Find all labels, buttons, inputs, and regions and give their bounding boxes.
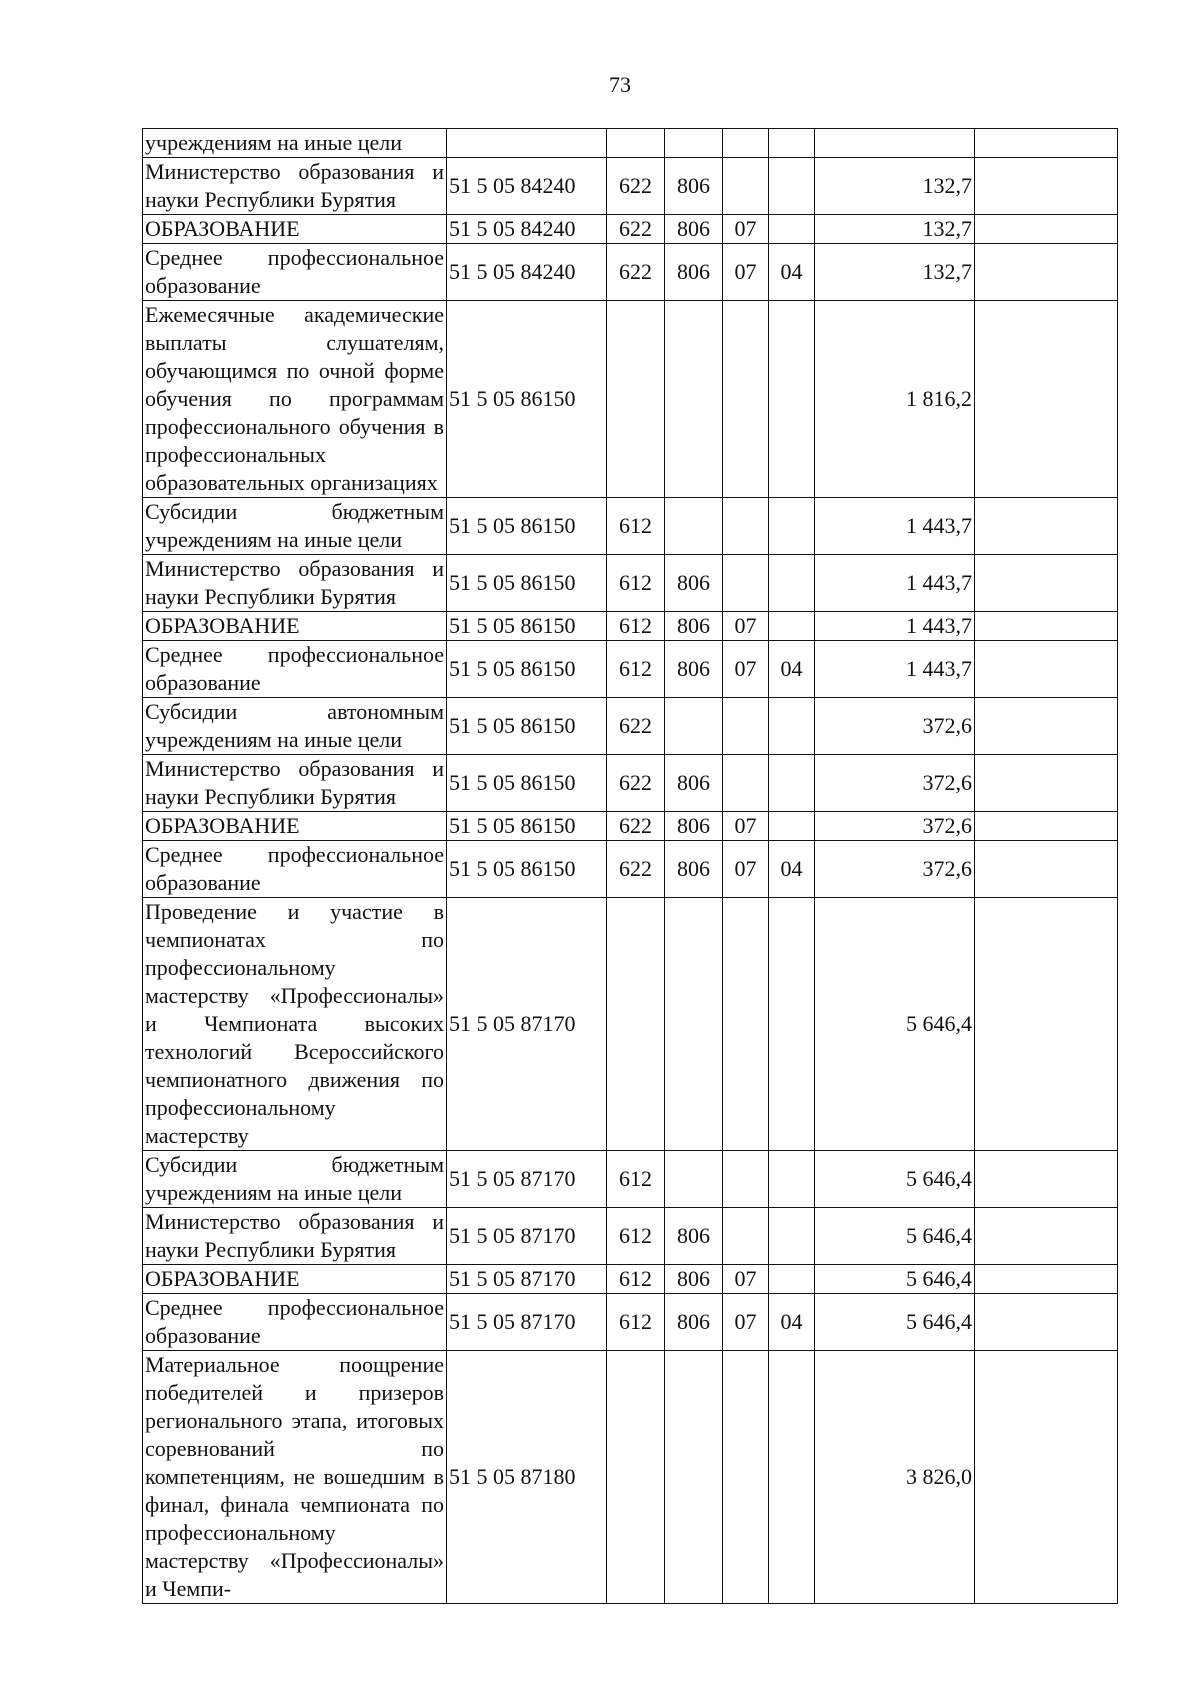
cell-code: 51 5 05 86150 — [447, 301, 607, 498]
cell-pr — [769, 215, 815, 244]
cell-extra — [975, 812, 1118, 841]
cell-amount — [815, 129, 975, 158]
table-row — [143, 498, 1118, 555]
cell-pr — [769, 301, 815, 498]
cell-name: Среднее профессиональное образование — [143, 1294, 447, 1351]
cell-pr — [769, 698, 815, 755]
cell-gr: 806 — [665, 641, 723, 698]
table-row — [143, 215, 1118, 244]
cell-pr — [769, 555, 815, 612]
table-row — [143, 841, 1118, 898]
cell-amount: 132,7 — [815, 244, 975, 301]
cell-vr: 622 — [607, 215, 665, 244]
cell-extra — [975, 841, 1118, 898]
cell-amount: 132,7 — [815, 158, 975, 215]
cell-gr: 806 — [665, 555, 723, 612]
cell-gr — [665, 129, 723, 158]
cell-extra — [975, 244, 1118, 301]
cell-pr — [769, 898, 815, 1151]
cell-vr: 622 — [607, 244, 665, 301]
cell-vr: 622 — [607, 755, 665, 812]
table-row — [143, 1208, 1118, 1265]
cell-vr: 612 — [607, 1151, 665, 1208]
cell-vr — [607, 1351, 665, 1604]
cell-amount: 372,6 — [815, 812, 975, 841]
cell-extra — [975, 498, 1118, 555]
cell-rz: 07 — [723, 244, 769, 301]
cell-gr: 806 — [665, 1208, 723, 1265]
cell-name: учреждениям на иные цели — [143, 129, 447, 158]
cell-pr — [769, 129, 815, 158]
cell-amount: 372,6 — [815, 698, 975, 755]
cell-amount: 1 443,7 — [815, 498, 975, 555]
cell-extra — [975, 612, 1118, 641]
table-row — [143, 612, 1118, 641]
cell-amount: 372,6 — [815, 755, 975, 812]
table-row — [143, 641, 1118, 698]
cell-vr: 622 — [607, 812, 665, 841]
cell-rz — [723, 129, 769, 158]
cell-name: Министерство образования и науки Республики Бурятия — [143, 755, 447, 812]
cell-code: 51 5 05 87170 — [447, 1294, 607, 1351]
cell-extra — [975, 1351, 1118, 1604]
cell-name: ОБРАЗОВАНИЕ — [143, 1265, 447, 1294]
cell-amount: 5 646,4 — [815, 1151, 975, 1208]
cell-pr: 04 — [769, 1294, 815, 1351]
cell-pr — [769, 498, 815, 555]
cell-vr: 612 — [607, 498, 665, 555]
cell-pr — [769, 1265, 815, 1294]
cell-code: 51 5 05 86150 — [447, 755, 607, 812]
cell-gr: 806 — [665, 812, 723, 841]
cell-extra — [975, 129, 1118, 158]
cell-rz — [723, 1351, 769, 1604]
cell-rz — [723, 301, 769, 498]
cell-name: Ежемесячные академические выплаты слушателям, обучающимся по очной форме обучения по программам профессионального обучения в профессиональных образовательных организациях — [143, 301, 447, 498]
cell-extra — [975, 698, 1118, 755]
cell-rz — [723, 1151, 769, 1208]
cell-code: 51 5 05 86150 — [447, 812, 607, 841]
cell-name: Субсидии автономным учреждениям на иные цели — [143, 698, 447, 755]
cell-rz — [723, 898, 769, 1151]
table-body — [143, 129, 1118, 1604]
cell-code: 51 5 05 84240 — [447, 244, 607, 301]
cell-pr: 04 — [769, 841, 815, 898]
cell-gr — [665, 698, 723, 755]
cell-amount: 5 646,4 — [815, 1294, 975, 1351]
cell-rz — [723, 1208, 769, 1265]
cell-amount: 5 646,4 — [815, 1265, 975, 1294]
cell-vr: 622 — [607, 158, 665, 215]
table-row — [143, 301, 1118, 498]
cell-code — [447, 129, 607, 158]
cell-extra — [975, 1208, 1118, 1265]
cell-pr — [769, 1151, 815, 1208]
cell-vr — [607, 301, 665, 498]
cell-vr: 612 — [607, 1294, 665, 1351]
cell-gr: 806 — [665, 612, 723, 641]
cell-extra — [975, 641, 1118, 698]
cell-gr: 806 — [665, 1294, 723, 1351]
cell-name: ОБРАЗОВАНИЕ — [143, 215, 447, 244]
cell-rz: 07 — [723, 641, 769, 698]
cell-pr — [769, 612, 815, 641]
cell-name: ОБРАЗОВАНИЕ — [143, 612, 447, 641]
cell-vr — [607, 129, 665, 158]
table-row — [143, 1351, 1118, 1604]
cell-gr: 806 — [665, 158, 723, 215]
cell-extra — [975, 898, 1118, 1151]
cell-extra — [975, 1151, 1118, 1208]
table-row — [143, 898, 1118, 1151]
cell-code: 51 5 05 87170 — [447, 898, 607, 1151]
table-row — [143, 555, 1118, 612]
cell-code: 51 5 05 87170 — [447, 1151, 607, 1208]
cell-vr: 612 — [607, 612, 665, 641]
cell-gr: 806 — [665, 841, 723, 898]
cell-amount: 5 646,4 — [815, 1208, 975, 1265]
cell-extra — [975, 215, 1118, 244]
cell-vr: 612 — [607, 1208, 665, 1265]
table-row — [143, 812, 1118, 841]
cell-code: 51 5 05 86150 — [447, 498, 607, 555]
cell-name: ОБРАЗОВАНИЕ — [143, 812, 447, 841]
cell-code: 51 5 05 86150 — [447, 698, 607, 755]
cell-rz: 07 — [723, 1265, 769, 1294]
cell-name: Материальное поощрение победителей и призеров регионального этапа, итоговых соревнований по компетенциям, не вошедшим в финал, финала чемпионата по профессиональному мастерству «Профессионалы» и Чемпи- — [143, 1351, 447, 1604]
cell-code: 51 5 05 87170 — [447, 1208, 607, 1265]
cell-rz: 07 — [723, 812, 769, 841]
table-row — [143, 698, 1118, 755]
cell-amount: 1 443,7 — [815, 555, 975, 612]
cell-code: 51 5 05 87170 — [447, 1265, 607, 1294]
cell-gr: 806 — [665, 755, 723, 812]
cell-extra — [975, 755, 1118, 812]
table-row — [143, 158, 1118, 215]
table-row — [143, 129, 1118, 158]
cell-gr — [665, 898, 723, 1151]
cell-rz: 07 — [723, 612, 769, 641]
cell-vr: 622 — [607, 841, 665, 898]
cell-pr: 04 — [769, 244, 815, 301]
cell-name: Министерство образования и науки Республики Бурятия — [143, 158, 447, 215]
cell-rz — [723, 498, 769, 555]
cell-rz — [723, 555, 769, 612]
cell-name: Среднее профессиональное образование — [143, 841, 447, 898]
cell-name: Министерство образования и науки Республики Бурятия — [143, 1208, 447, 1265]
cell-gr — [665, 1151, 723, 1208]
page-number: 73 — [609, 72, 631, 97]
cell-code: 51 5 05 86150 — [447, 612, 607, 641]
cell-extra — [975, 158, 1118, 215]
cell-code: 51 5 05 84240 — [447, 215, 607, 244]
cell-name: Субсидии бюджетным учреждениям на иные цели — [143, 498, 447, 555]
cell-rz — [723, 698, 769, 755]
cell-pr — [769, 158, 815, 215]
cell-pr: 04 — [769, 641, 815, 698]
cell-gr — [665, 498, 723, 555]
budget-table — [142, 128, 1118, 1604]
cell-vr — [607, 898, 665, 1151]
cell-name: Среднее профессиональное образование — [143, 641, 447, 698]
cell-rz: 07 — [723, 1294, 769, 1351]
cell-code: 51 5 05 86150 — [447, 841, 607, 898]
cell-amount: 3 826,0 — [815, 1351, 975, 1604]
cell-pr — [769, 1351, 815, 1604]
table-row — [143, 1265, 1118, 1294]
cell-gr: 806 — [665, 244, 723, 301]
cell-extra — [975, 301, 1118, 498]
cell-vr: 622 — [607, 698, 665, 755]
cell-pr — [769, 1208, 815, 1265]
cell-rz: 07 — [723, 841, 769, 898]
cell-vr: 612 — [607, 1265, 665, 1294]
cell-name: Среднее профессиональное образование — [143, 244, 447, 301]
cell-extra — [975, 555, 1118, 612]
cell-rz — [723, 755, 769, 812]
cell-extra — [975, 1265, 1118, 1294]
cell-amount: 372,6 — [815, 841, 975, 898]
cell-gr — [665, 301, 723, 498]
cell-code: 51 5 05 84240 — [447, 158, 607, 215]
cell-code: 51 5 05 86150 — [447, 555, 607, 612]
table-row — [143, 1151, 1118, 1208]
table-row — [143, 244, 1118, 301]
cell-rz — [723, 158, 769, 215]
cell-gr: 806 — [665, 215, 723, 244]
cell-name: Министерство образования и науки Республики Бурятия — [143, 555, 447, 612]
cell-vr: 612 — [607, 641, 665, 698]
table-row — [143, 1294, 1118, 1351]
cell-amount: 1 443,7 — [815, 612, 975, 641]
cell-amount: 5 646,4 — [815, 898, 975, 1151]
table-row — [143, 755, 1118, 812]
cell-pr — [769, 812, 815, 841]
cell-name: Субсидии бюджетным учреждениям на иные цели — [143, 1151, 447, 1208]
cell-gr — [665, 1351, 723, 1604]
cell-gr: 806 — [665, 1265, 723, 1294]
cell-amount: 132,7 — [815, 215, 975, 244]
cell-name: Проведение и участие в чемпионатах по профессиональному мастерству «Профессионалы» и Чемпионата высоких технологий Всероссийского чемпионатного движения по профессиональному мастерству — [143, 898, 447, 1151]
cell-pr — [769, 755, 815, 812]
cell-extra — [975, 1294, 1118, 1351]
cell-rz: 07 — [723, 215, 769, 244]
cell-vr: 612 — [607, 555, 665, 612]
cell-code: 51 5 05 87180 — [447, 1351, 607, 1604]
cell-amount: 1 443,7 — [815, 641, 975, 698]
cell-code: 51 5 05 86150 — [447, 641, 607, 698]
cell-amount: 1 816,2 — [815, 301, 975, 498]
